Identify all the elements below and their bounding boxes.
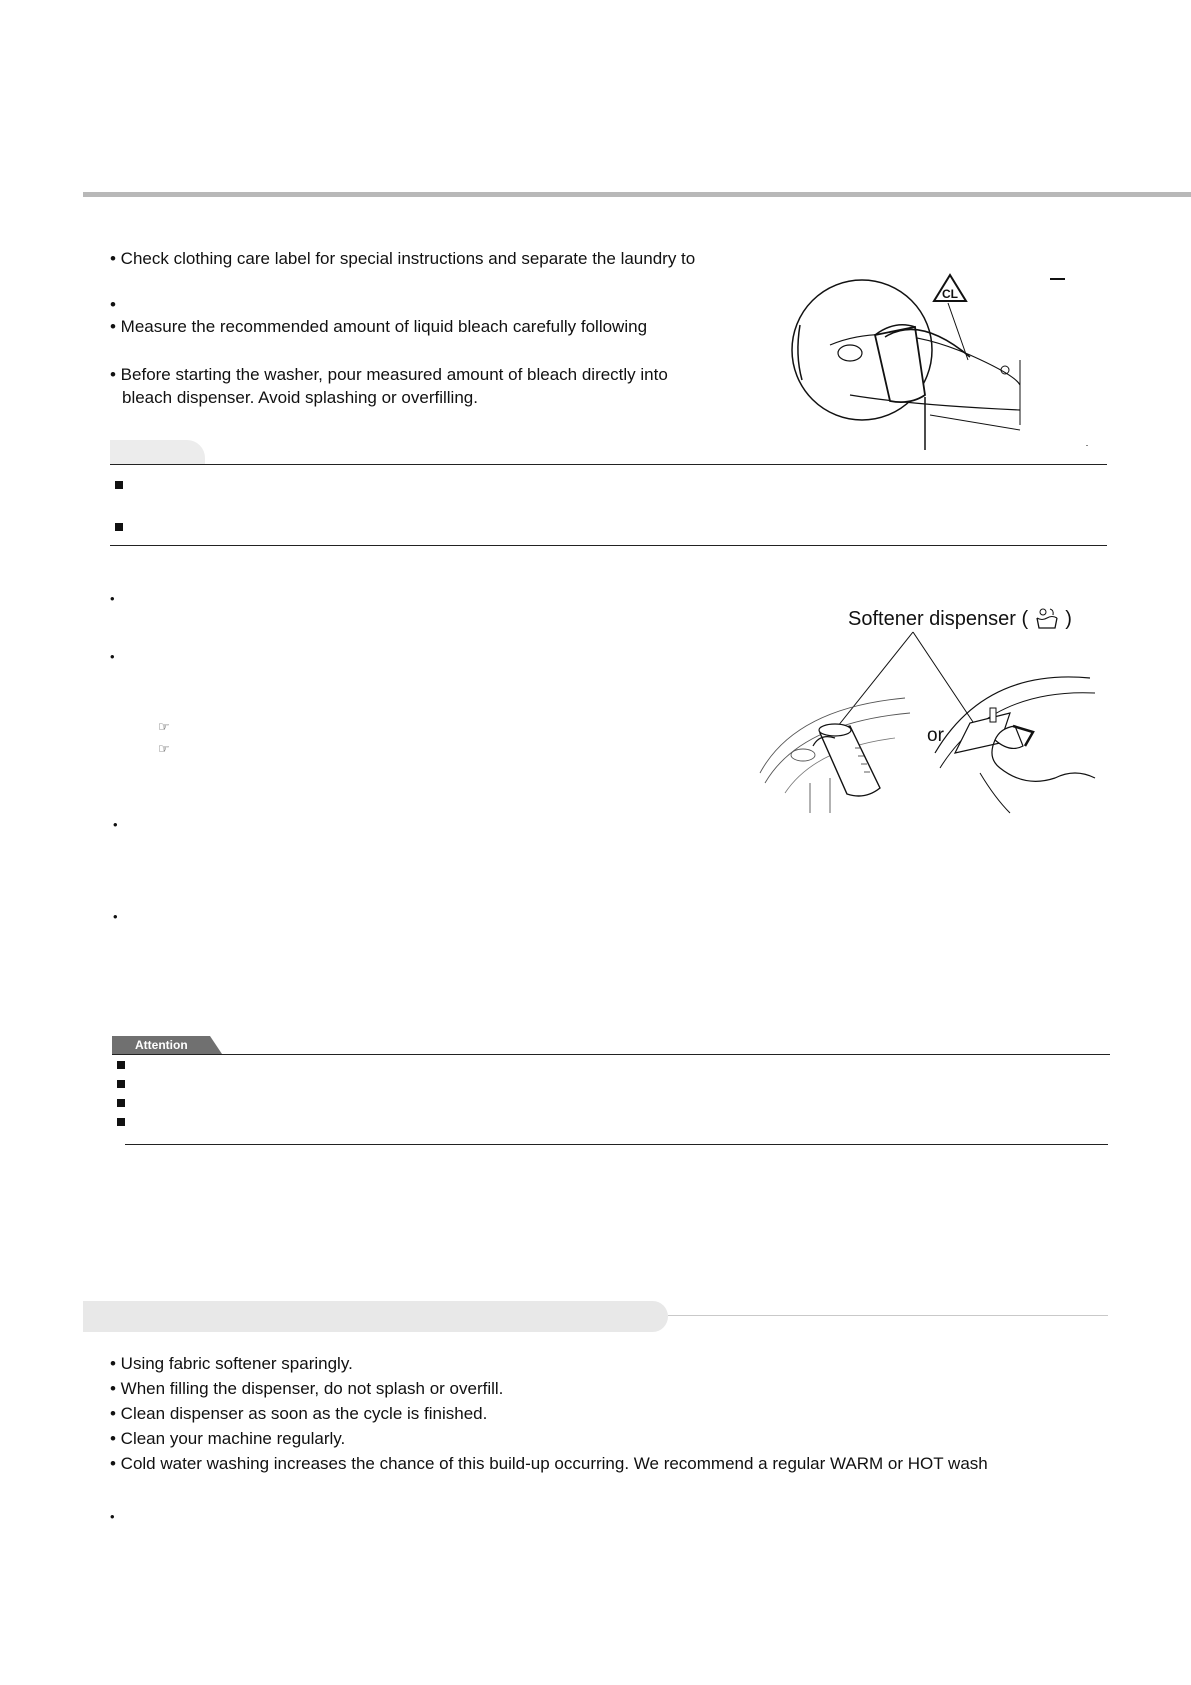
tip-bullet-clean-machine: • Clean your machine regularly. <box>110 1429 346 1448</box>
note-box-bottom-rule <box>110 545 1107 546</box>
note-square-bullet <box>115 523 123 531</box>
bleach-bullet-continuation: bleach dispenser. Avoid splashing or overfilling. <box>122 388 478 407</box>
header-rule <box>83 192 1191 197</box>
tip-bullet-filling: • When filling the dispenser, do not splash or overfill. <box>110 1379 504 1398</box>
softener-bullet-marker: • <box>113 909 118 924</box>
attention-square-bullet <box>117 1118 125 1126</box>
tip-bullet-clean-dispenser: • Clean dispenser as soon as the cycle is finished. <box>110 1404 488 1423</box>
bleach-bullet-measure: • Measure the recommended amount of liquid bleach carefully following <box>110 317 648 336</box>
attention-top-rule <box>112 1054 1110 1055</box>
note-box-top-rule <box>110 464 1107 465</box>
softener-dispenser-illustration <box>755 628 1100 818</box>
pointing-hand-icon: ☞ <box>158 719 170 734</box>
attention-label: Attention <box>135 1038 188 1052</box>
softener-bullet-marker: • <box>110 591 115 606</box>
tip-bullet-sparingly: • Using fabric softener sparingly. <box>110 1354 353 1373</box>
section-heading-band <box>83 1301 668 1332</box>
measuring-cup-icon <box>813 724 880 796</box>
note-square-bullet <box>115 481 123 489</box>
cl-bleach-symbol-icon <box>934 275 966 301</box>
attention-bottom-rule <box>125 1144 1108 1145</box>
tip-bullet-marker: • <box>110 1509 115 1524</box>
bleach-bullet-pour: • Before starting the washer, pour measured amount of bleach directly into <box>110 365 668 384</box>
or-label: or <box>927 725 944 746</box>
softener-bullet-marker: • <box>110 649 115 664</box>
attention-square-bullet <box>117 1061 125 1069</box>
softener-dispenser-label-end: ) <box>1065 608 1072 630</box>
attention-square-bullet <box>117 1099 125 1107</box>
softener-dispenser-label-text: Softener dispenser ( <box>848 608 1029 630</box>
attention-square-bullet <box>117 1080 125 1088</box>
measuring-cup-icon <box>875 325 970 402</box>
note-tab <box>110 440 205 464</box>
tip-bullet-cold-water: • Cold water washing increases the chance of this build-up occurring. We recommend a regular WARM or HOT wash <box>110 1454 988 1473</box>
pointing-hand-icon: ☞ <box>158 741 170 756</box>
softener-bullet-marker: • <box>113 817 118 832</box>
section-heading-rule <box>668 1315 1108 1316</box>
bleach-dispenser-illustration <box>790 265 1090 450</box>
svg-text:CL: CL <box>942 287 958 301</box>
softener-symbol-icon <box>1034 606 1060 630</box>
bleach-bullet-empty: • <box>110 295 116 314</box>
bleach-bullet-care-label: • Check clothing care label for special instructions and separate the laundry to <box>110 249 696 268</box>
